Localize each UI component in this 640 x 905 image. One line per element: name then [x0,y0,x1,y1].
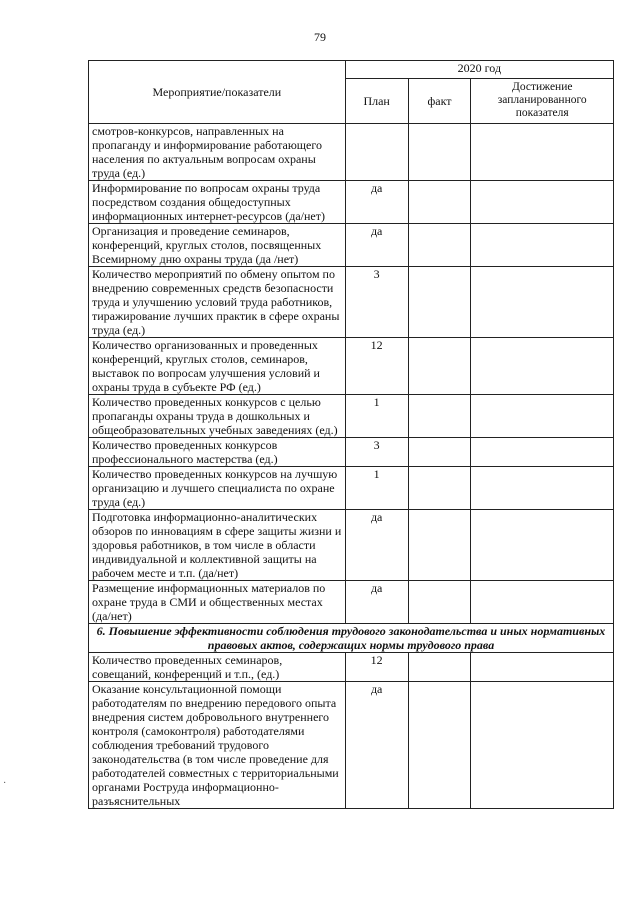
row-name: смотров-конкурсов, направленных на пропаганду и информирование работающего населения по актуальным вопросам охраны труда (ед.) [89,124,346,181]
row-achievement [471,510,614,581]
header-fact: факт [408,78,471,123]
header-achievement: Достижение запланированного показателя [471,78,614,123]
row-name: Количество проведенных семинаров, совещаний, конференций и т.п., (ед.) [89,653,346,682]
row-fact [408,338,471,395]
row-fact [408,467,471,510]
table-row [89,438,614,467]
header-plan: План [345,78,408,123]
section-heading-row [89,624,614,653]
row-plan: да [345,510,408,581]
indicators-table [88,60,614,809]
row-achievement [471,682,614,809]
row-plan: 1 [345,467,408,510]
row-name: Количество проведенных конкурсов с целью пропаганды охраны труда в дошкольных и общеобразовательных учебных заведениях (ед.) [89,395,346,438]
row-achievement [471,395,614,438]
table-row [89,653,614,682]
row-fact [408,267,471,338]
row-plan: 3 [345,438,408,467]
row-achievement [471,267,614,338]
row-fact [408,510,471,581]
row-fact [408,124,471,181]
row-name: Количество организованных и проведенных конференций, круглых столов, семинаров, выставок по вопросам улучшения условий и охраны труда в субъекте РФ (ед.) [89,338,346,395]
table-row [89,267,614,338]
table-row [89,338,614,395]
table-header-row [89,61,614,79]
row-plan [345,124,408,181]
table-row [89,124,614,181]
page-number: 79 [314,30,326,44]
row-achievement [471,124,614,181]
row-name: Подготовка информационно-аналитических обзоров по инновациям в сфере защиты жизни и здоровья работников, в том числе в области индивидуальной и коллективной защиты на рабочем месте и т.п. (да/нет) [89,510,346,581]
row-plan: 12 [345,338,408,395]
table-row [89,395,614,438]
row-name: Количество мероприятий по обмену опытом по внедрению современных средств безопасности труда и улучшению условий труда работников, тиражирование лучших практик в сфере охраны труда (ед.) [89,267,346,338]
row-achievement [471,224,614,267]
row-achievement [471,467,614,510]
row-achievement [471,338,614,395]
row-fact [408,581,471,624]
row-name: Оказание консультационной помощи работодателям по внедрению передового опыта внедрения систем добровольного внутреннего контроля (самоконтроля) работодателями соблюдения требований трудового законодательства (в том числе проведение для работодателей совместных с территориальными органами Роструда информационно-разъяснительных [89,682,346,809]
row-fact [408,653,471,682]
row-name: Организация и проведение семинаров, конференций, круглых столов, посвященных Всемирному дню охраны труда (да /нет) [89,224,346,267]
row-fact [408,395,471,438]
table-row [89,224,614,267]
row-plan: да [345,224,408,267]
row-name: Информирование по вопросам охраны труда посредством создания общедоступных информационных интернет-ресурсов (да/нет) [89,181,346,224]
table-row [89,581,614,624]
row-plan: 1 [345,395,408,438]
header-name: Мероприятие/показатели [89,61,346,124]
row-name: Количество проведенных конкурсов профессионального мастерства (ед.) [89,438,346,467]
row-plan: да [345,682,408,809]
row-fact [408,224,471,267]
row-name: Размещение информационных материалов по охране труда в СМИ и общественных местах (да/нет) [89,581,346,624]
row-achievement [471,581,614,624]
section-6-title: 6. Повышение эффективности соблюдения трудового законодательства и иных нормативных правовых актов, содержащих нормы трудового права [89,624,614,653]
row-achievement [471,438,614,467]
table-row [89,467,614,510]
table-row [89,181,614,224]
row-plan: 3 [345,267,408,338]
row-plan: да [345,181,408,224]
scan-margin-mark: · [3,778,7,789]
row-achievement [471,181,614,224]
table-row [89,510,614,581]
row-name: Количество проведенных конкурсов на лучшую организацию и лучшего специалиста по охране труда (ед.) [89,467,346,510]
row-fact [408,438,471,467]
row-plan: да [345,581,408,624]
row-fact [408,682,471,809]
row-plan: 12 [345,653,408,682]
row-fact [408,181,471,224]
row-achievement [471,653,614,682]
table-row [89,682,614,809]
header-year: 2020 год [345,61,613,79]
